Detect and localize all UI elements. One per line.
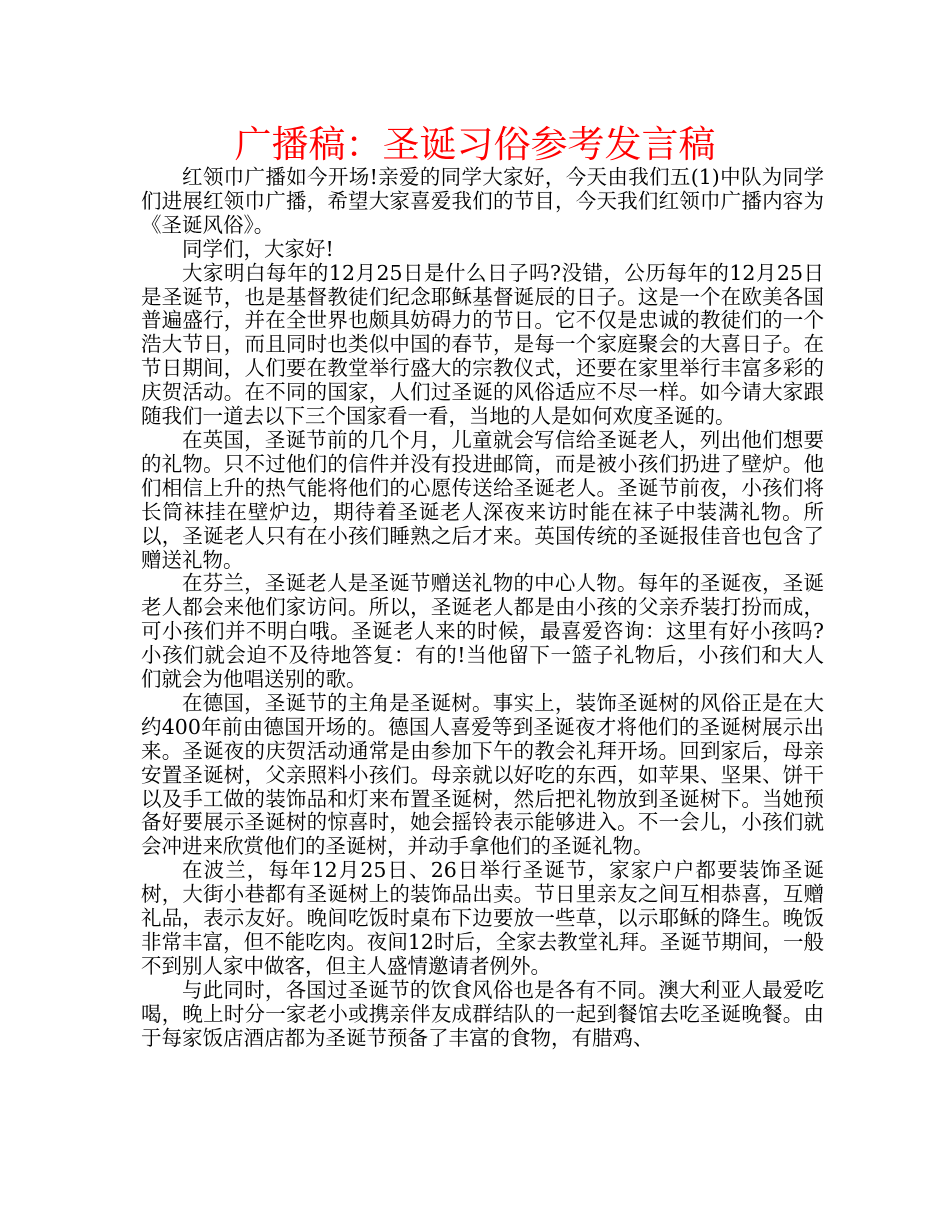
paragraph-poland: 在波兰，每年12月25日、26日举行圣诞节，家家户户都要装饰圣诞树，大街小巷都有圣诞树上的装饰品出卖。节日里亲友之间互相恭喜，互赠礼品，表示友好。晚间吃饭时桌布下边要放一些草，以示耶稣的降生。晚饭非常丰富，但不能吃肉。夜间12时后，全家去教堂礼拜。圣诞节期间，一般不到别人家中做客，但主人盛情邀请者例外。 (141, 858, 824, 978)
paragraph-england: 在英国，圣诞节前的几个月，儿童就会写信给圣诞老人，列出他们想要的礼物。只不过他们的信件并没有投进邮筒，而是被小孩们扔进了壁炉。他们相信上升的热气能将他们的心愿传送给圣诞老人。圣诞节前夜，小孩们将长筒袜挂在壁炉边，期待着圣诞老人深夜来访时能在袜子中装满礼物。所以，圣诞老人只有在小孩们睡熟之后才来。英国传统的圣诞报佳音也包含了赠送礼物。 (141, 427, 824, 572)
document-body (141, 166, 824, 1051)
paragraph-intro: 红领巾广播如今开场!亲爱的同学大家好，今天由我们五(1)中队为同学们进展红领巾广播，希望大家喜爱我们的节目，今天我们红领巾广播内容为《圣诞风俗》。 (141, 165, 824, 237)
paragraph-greeting: 同学们，大家好! (182, 236, 334, 261)
paragraph-food-customs: 与此同时，各国过圣诞节的饮食风俗也是各有不同。澳大利亚人最爱吃喝，晚上时分一家老小或携亲伴友成群结队的一起到餐馆去吃圣诞晚餐。由于每家饭店酒店都为圣诞节预备了丰富的食物，有腊鸡、 (141, 977, 824, 1050)
paragraph-christmas-overview: 大家明白每年的12月25日是什么日子吗?没错，公历每年的12月25日是圣诞节，也是基督教徒们纪念耶稣基督诞辰的日子。这是一个在欧美各国普遍盛行，并在全世界也颇具妨碍力的节日。它不仅是忠诚的教徒们的一个浩大节日，而且同时也类似中国的春节，是每一个家庭聚会的大喜日子。在节日期间，人们要在教堂举行盛大的宗教仪式，还要在家里举行丰富多彩的庆贺活动。在不同的国家，人们过圣诞的风俗适应不尽一样。如今请大家跟随我们一道去以下三个国家看一看，当地的人是如何欢度圣诞的。 (141, 260, 824, 429)
document-title: 广播稿：圣诞习俗参考发言稿 (234, 123, 716, 166)
paragraph-germany: 在德国，圣诞节的主角是圣诞树。事实上，装饰圣诞树的风俗正是在大约400年前由德国开场的。德国人喜爱等到圣诞夜才将他们的圣诞树展示出来。圣诞夜的庆贺活动通常是由参加下午的教会礼拜开场。回到家后，母亲安置圣诞树，父亲照料小孩们。母亲就以好吃的东西，如苹果、坚果、饼干以及手工做的装饰品和灯来布置圣诞树，然后把礼物放到圣诞树下。当她预备好要展示圣诞树的惊喜时，她会摇铃表示能够进入。不一会儿，小孩们就会冲进来欣赏他们的圣诞树，并动手拿他们的圣诞礼物。 (141, 690, 824, 859)
paragraph-finland: 在芬兰，圣诞老人是圣诞节赠送礼物的中心人物。每年的圣诞夜，圣诞老人都会来他们家访问。所以，圣诞老人都是由小孩的父亲乔装打扮而成，可小孩们并不明白哦。圣诞老人来的时候，最喜爱咨询：这里有好小孩吗?小孩们就会迫不及待地答复：有的!当他留下一篮子礼物后，小孩们和大人们就会为他唱送别的歌。 (141, 571, 824, 692)
